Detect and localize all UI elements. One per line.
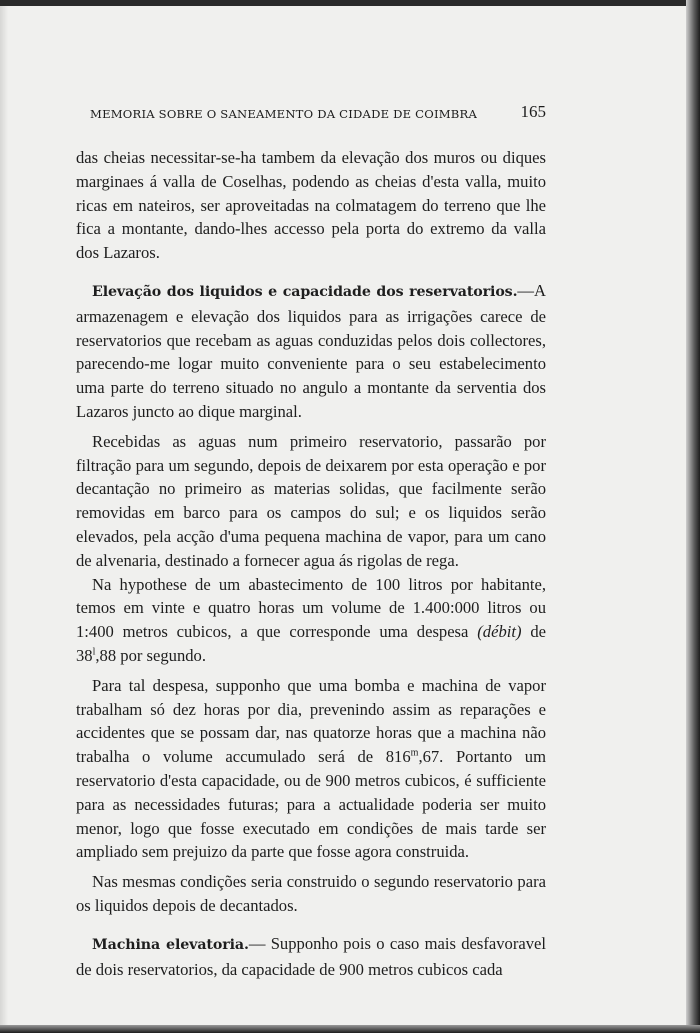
paragraph-machina	[76, 932, 546, 982]
paragraph-text: —A armazenagem e elevação dos liquidos para as irrigações carece de reservatorios que recebam as aguas conduzidas pelos dois collectores, parecendo-me logar muito conveniente para o seu estabelecimento uma parte do terreno situado no angulo a montante da serventia dos Lazaros juncto ao dique marginal.	[76, 280, 546, 421]
paragraph-filtracao: Recebidas as aguas num primeiro reservatorio, passarão por filtração para um segundo, depois de deixarem por esta operação e por decantação no primeiro as materias solidas, que facilmente serão removidas em barco para os campos do sul; e os liquidos serão elevados, pela acção d'uma pequena machina de vapor, para um cano de alvenaria, destinado a fornecer agua ás rigolas de rega.	[76, 431, 546, 570]
paragraph-text: Para tal despesa, supponho que uma bomba e machina de vapor trabalham só dez horas por dia, prevenindo assim as reparações e accidentes que se possam dar, nas quatorze horas que a machina não trabalha o volume accumulado será de 816	[76, 675, 546, 767]
paragraph-hypothese	[76, 573, 546, 668]
running-title: MEMORIA SOBRE O SANEAMENTO DA CIDADE DE COIMBRA	[90, 107, 478, 121]
paragraph-reservatorios	[76, 279, 546, 424]
book-page	[0, 6, 686, 1027]
page-edge-shadow	[686, 0, 700, 1033]
section-heading-reservatorios: Elevação dos liquidos e capacidade dos reservatorios.	[92, 283, 518, 300]
running-header	[90, 102, 546, 124]
paragraph-text: ,88 por segundo.	[95, 645, 206, 665]
page-number: 165	[520, 102, 546, 121]
paragraph-continuation: das cheias necessitar-se-ha tambem da elevação dos muros ou diques marginaes á valla de Coselhas, podendo as cheias d'esta valla, muito ricas em nateiros, ser aproveitadas na colmatagem do terreno que lhe fica a montante, dando-lhes accesso pela porta do extremo da valla dos Lazaros.	[76, 148, 546, 263]
unit-superscript: m	[410, 747, 419, 759]
unit-superscript: l	[92, 646, 96, 658]
page-left-edge	[0, 6, 8, 1027]
paragraph-condicoes: Nas mesmas condições seria construido o segundo reservatorio para os liquidos depois de decantados.	[76, 872, 546, 915]
paragraph-text: — Supponho pois o caso mais desfavoravel de dois reservatorios, da capacidade de 900 metros cubicos cada	[76, 933, 547, 979]
paragraph-text: ,67. Portanto um reservatorio d'esta capacidade, ou de 900 metros cubicos, é sufficiente para as necessidades futuras; para a actualidade poderia ser muito menor, logo que fosse executado em condições de mais tarde ser ampliado sem prejuizo da parte que fosse agora construida.	[76, 747, 547, 862]
section-heading-machina: Machina elevatoria.	[92, 936, 249, 953]
body-text	[76, 146, 546, 981]
paragraph-text: Na hypothese de um abastecimento de 100 litros por habitante, temos em vinte e quatro horas um volume de 1.400:000 litros ou 1:400 metros cubicos, a que corresponde uma despesa	[76, 574, 546, 642]
paragraph-despesa	[76, 674, 546, 864]
italic-term: (débit)	[477, 622, 522, 642]
page-bottom-shadow	[0, 1025, 700, 1033]
paragraph-text: de 38	[76, 622, 547, 665]
